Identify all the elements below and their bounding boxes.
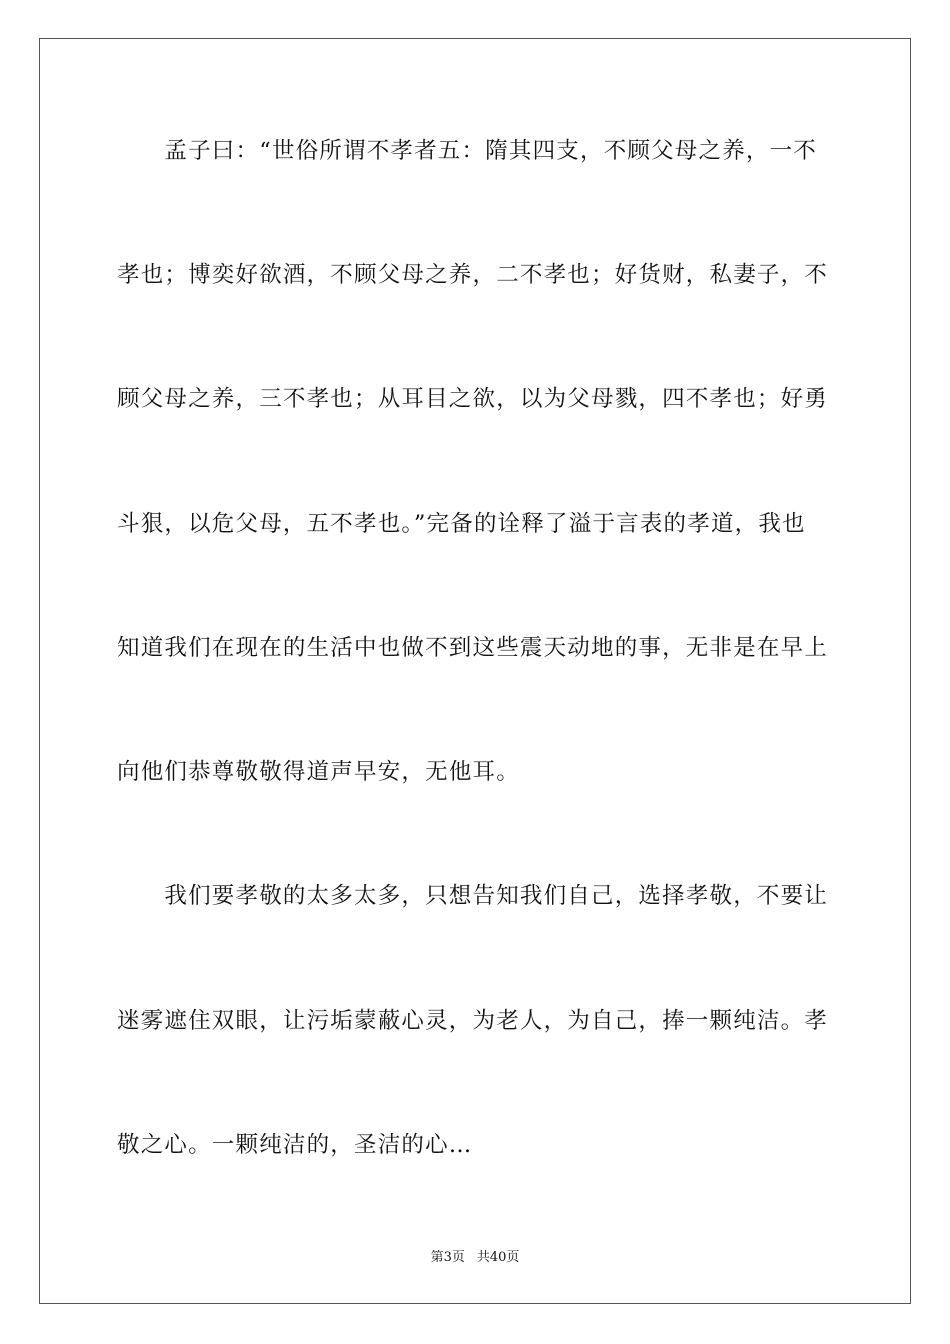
text-line: 顾父母之养，三不孝也；从耳目之欲，以为父母戮，四不孝也；好勇 — [117, 386, 829, 412]
text-line: 迷雾遮住双眼，让污垢蒙蔽心灵，为老人，为自己，捧一颗纯洁。孝 — [117, 1008, 829, 1034]
page-border — [39, 38, 911, 1304]
text-line: 向他们恭尊敬敬得道声早安，无他耳。 — [117, 759, 520, 785]
page-number: 第3页 — [430, 1250, 465, 1265]
text-line: 我们要孝敬的太多太多，只想告知我们自己，选择孝敬，不要让 — [117, 883, 829, 909]
text-line: 知道我们在现在的生活中也做不到这些震天动地的事，无非是在早上 — [117, 635, 829, 661]
text-line: 斗狠，以危父母，五不孝也。”完备的诠释了溢于言表的孝道，我也 — [117, 511, 806, 537]
text-line: 孟子曰：“世俗所谓不孝者五：隋其四支，不顾父母之养，一不 — [117, 138, 818, 164]
page-footer — [0, 1249, 950, 1267]
page-total: 共40页 — [476, 1250, 520, 1265]
text-line: 敬之心。一颗纯洁的，圣洁的心… — [117, 1132, 473, 1158]
text-line: 孝也；博奕好欲酒，不顾父母之养，二不孝也；好货财，私妻子，不 — [117, 262, 829, 288]
